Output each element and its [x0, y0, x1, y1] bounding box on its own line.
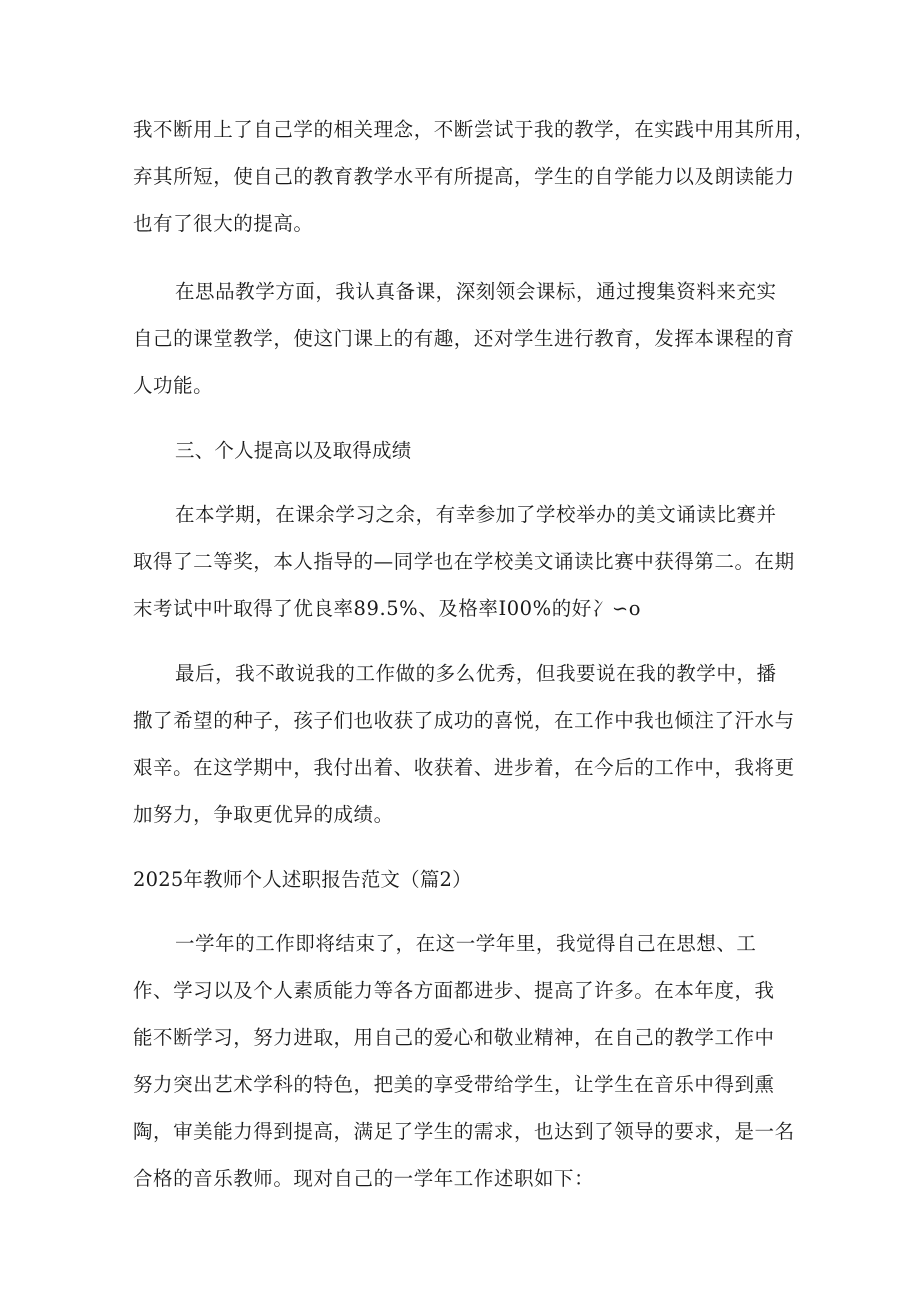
paragraph-7-line-3: 能不断学习，努力进取，用自己的爱心和敬业精神，在自己的教学工作中: [133, 1026, 775, 1049]
paragraph-2-line-2: 自己的课堂教学，使这门课上的有趣，还对学生进行教育，发挥本课程的育: [133, 327, 795, 350]
paragraph-2-line-3: 人功能。: [133, 374, 214, 397]
article-title: 2025年教师个人述职报告范文（篇2）: [133, 868, 472, 891]
paragraph-7-line-2: 作、学习以及个人素质能力等各方面都进步、提高了许多。在本年度，我: [133, 979, 775, 1002]
paragraph-7-line-1: 一学年的工作即将结束了，在这一学年里，我觉得自己在思想、工: [175, 932, 757, 955]
paragraph-2-line-1: 在思品教学方面，我认真备课，深刻领会课标，通过搜集资料来充实: [175, 280, 777, 303]
paragraph-4-line-2: 取得了二等奖，本人指导的—同学也在学校美文诵读比赛中获得第二。在期: [133, 550, 795, 573]
paragraph-1-line-3: 也有了很大的提高。: [133, 212, 314, 235]
paragraph-7-line-6: 合格的音乐教师。现对自己的一学年工作述职如下：: [133, 1167, 595, 1190]
paragraph-1-line-1: 我不断用上了自己学的相关理念，不断尝试于我的教学，在实践中用其所用，: [133, 118, 815, 141]
paragraph-4-line-1: 在本学期，在课余学习之余，有幸参加了学校举办的美文诵读比赛并: [175, 503, 777, 526]
section-heading: 三、个人提高以及取得成绩: [175, 439, 412, 462]
paragraph-5-line-2: 撒了希望的种子，孩子们也收获了成功的喜悦，在工作中我也倾注了汗水与: [133, 709, 795, 732]
paragraph-4-line-3: 末考试中叶取得了优良率89.5%、及格率I00%的好冫∽o: [133, 597, 642, 620]
paragraph-7-line-4: 努力突出艺术学科的特色，把美的享受带给学生，让学生在音乐中得到熏: [133, 1073, 775, 1096]
paragraph-5-line-1: 最后，我不敢说我的工作做的多么优秀，但我要说在我的教学中，播: [175, 662, 777, 685]
paragraph-5-line-4: 加努力，争取更优异的成绩。: [133, 803, 394, 826]
paragraph-5-line-3: 艰辛。在这学期中，我付出着、收获着、进步着，在今后的工作中，我将更: [133, 756, 795, 779]
paragraph-1-line-2: 弃其所短，使自己的教育教学水平有所提高，学生的自学能力以及朗读能力: [133, 165, 795, 188]
paragraph-7-line-5: 陶，审美能力得到提高，满足了学生的需求，也达到了领导的要求，是一名: [133, 1120, 795, 1143]
